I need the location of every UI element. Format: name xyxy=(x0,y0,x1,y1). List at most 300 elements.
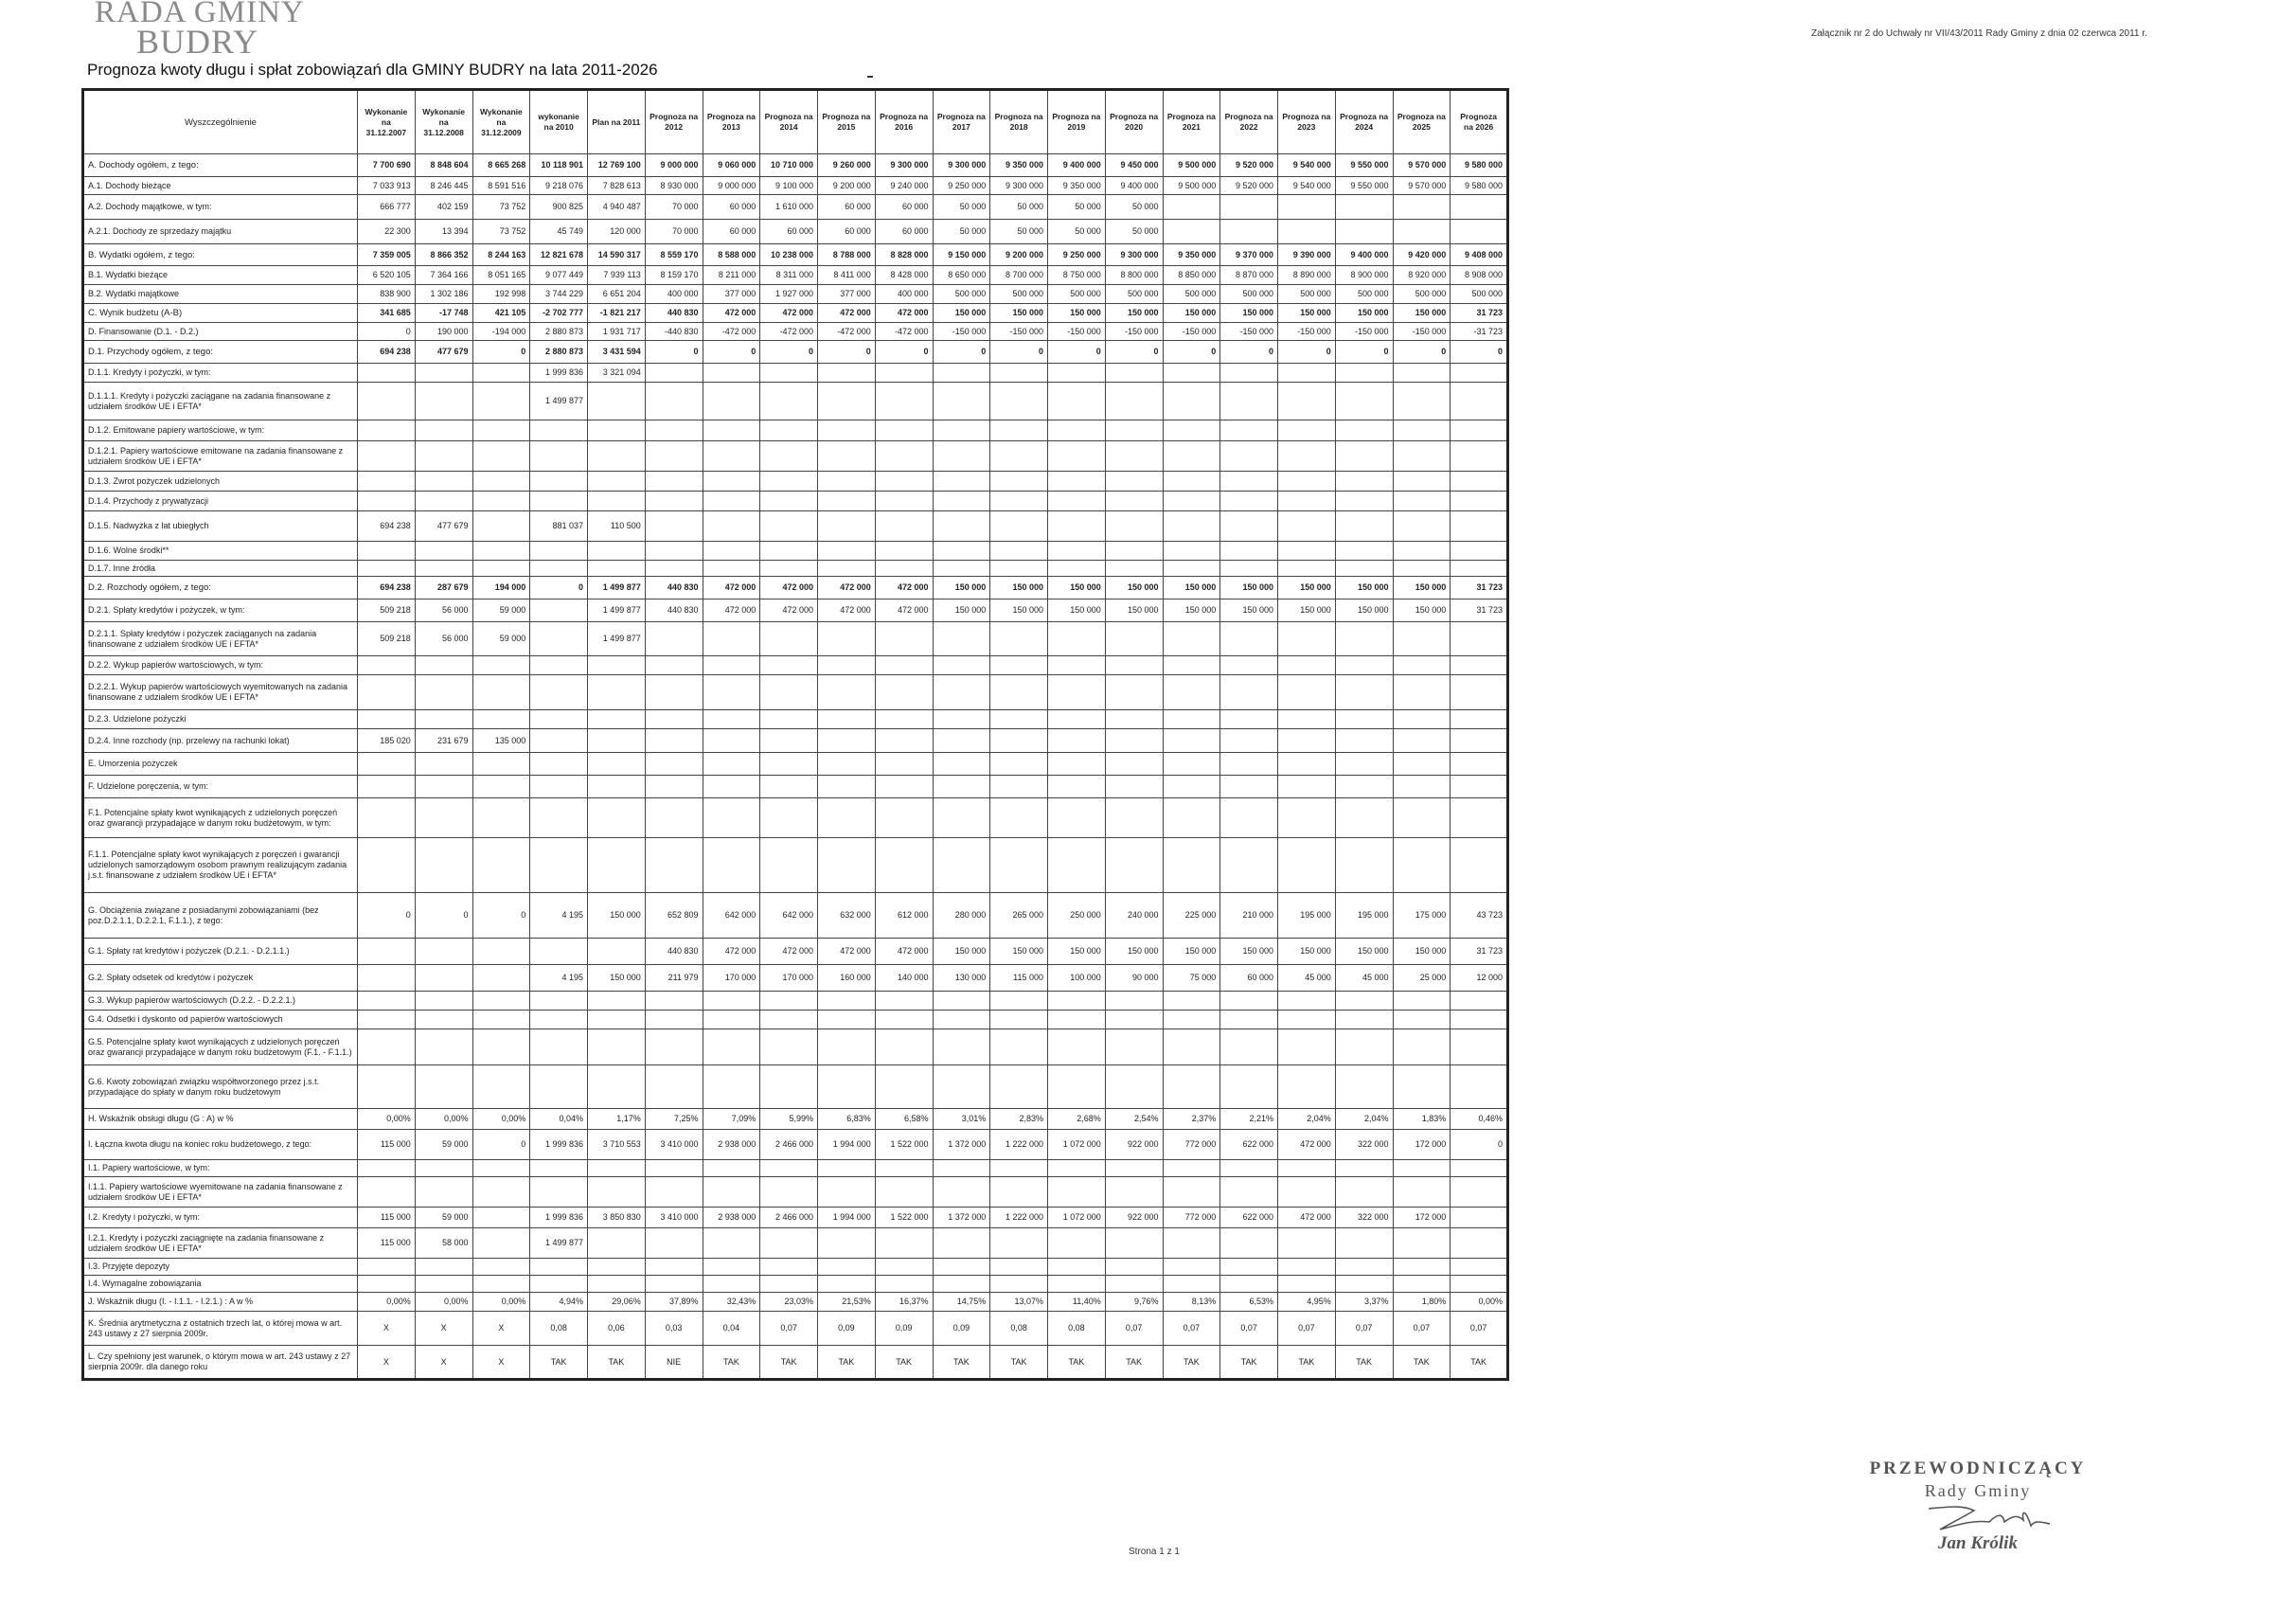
table-cell xyxy=(415,1259,472,1276)
table-cell xyxy=(1278,364,1336,383)
table-cell xyxy=(1105,1029,1163,1065)
table-cell: 195 000 xyxy=(1278,893,1336,939)
table-cell xyxy=(1278,776,1336,798)
signature-block xyxy=(1850,1458,2106,1554)
table-cell xyxy=(530,992,588,1011)
table-cell xyxy=(588,656,646,675)
table-cell xyxy=(415,1177,472,1208)
table-cell xyxy=(1048,729,1106,753)
table-cell xyxy=(1335,511,1393,542)
table-cell: 280 000 xyxy=(933,893,990,939)
table-cell: 9 060 000 xyxy=(703,154,760,177)
table-cell xyxy=(703,1228,760,1259)
table-cell xyxy=(1048,1276,1106,1293)
table-cell xyxy=(1335,441,1393,472)
table-cell xyxy=(1048,1177,1106,1208)
table-cell xyxy=(760,1228,818,1259)
table-cell xyxy=(818,1160,876,1177)
table-cell: 440 830 xyxy=(645,304,703,323)
table-cell xyxy=(760,656,818,675)
table-cell: 2,54% xyxy=(1105,1109,1163,1130)
table-cell: 1 994 000 xyxy=(818,1208,876,1228)
column-header: Prognoza na 2015 xyxy=(818,90,876,154)
row-label: D.2. Rozchody ogółem, z tego: xyxy=(83,577,358,599)
table-cell xyxy=(760,710,818,729)
table-cell: 8 159 170 xyxy=(645,266,703,285)
table-cell xyxy=(875,492,933,511)
table-cell xyxy=(933,561,990,577)
table-cell xyxy=(1105,364,1163,383)
table-row xyxy=(83,939,1508,965)
table-cell xyxy=(1335,622,1393,656)
table-cell xyxy=(1335,561,1393,577)
row-label: G.5. Potencjalne spłaty kwot wynikających z udzielonych poręczeń oraz gwarancji przypadające w danym roku budżetowym (F.1. - F.1.1.) xyxy=(83,1029,358,1065)
table-cell xyxy=(1163,1065,1220,1109)
table-cell xyxy=(990,1228,1048,1259)
table-cell: 1 499 877 xyxy=(588,599,646,622)
table-cell xyxy=(1335,492,1393,511)
table-cell: 150 000 xyxy=(933,577,990,599)
row-label: D.1.3. Zwrot pożyczek udzielonych xyxy=(83,472,358,492)
table-cell xyxy=(1163,220,1220,244)
table-cell: 472 000 xyxy=(703,304,760,323)
row-label: J. Wskaźnik długu (I. - I.1.1. - I.2.1.) : A w % xyxy=(83,1293,358,1312)
table-cell: -150 000 xyxy=(1105,323,1163,341)
table-cell xyxy=(1220,1160,1278,1177)
table-cell: 195 000 xyxy=(1335,893,1393,939)
table-cell xyxy=(358,776,416,798)
table-cell xyxy=(1220,776,1278,798)
table-cell: 150 000 xyxy=(1335,939,1393,965)
table-cell: 1 522 000 xyxy=(875,1208,933,1228)
table-cell: 23,03% xyxy=(760,1293,818,1312)
table-cell: 838 900 xyxy=(358,285,416,304)
table-cell xyxy=(472,1029,530,1065)
table-cell xyxy=(1163,1177,1220,1208)
table-cell xyxy=(1220,441,1278,472)
stray-mark xyxy=(867,76,873,78)
table-cell: 8 920 000 xyxy=(1393,266,1451,285)
table-cell: 922 000 xyxy=(1105,1130,1163,1160)
table-row xyxy=(83,1259,1508,1276)
table-cell: 0,08 xyxy=(1048,1312,1106,1346)
table-cell xyxy=(415,939,472,965)
table-cell: 150 000 xyxy=(1393,599,1451,622)
table-cell xyxy=(588,776,646,798)
table-cell xyxy=(818,1228,876,1259)
table-cell xyxy=(472,492,530,511)
table-cell xyxy=(818,542,876,561)
table-cell: 440 830 xyxy=(645,577,703,599)
table-cell xyxy=(588,1259,646,1276)
column-header: Prognoza na 2025 xyxy=(1393,90,1451,154)
table-cell xyxy=(1278,1011,1336,1029)
table-cell xyxy=(703,729,760,753)
table-cell: 6 651 204 xyxy=(588,285,646,304)
table-cell xyxy=(1163,729,1220,753)
table-row xyxy=(83,1065,1508,1109)
table-cell: 8 788 000 xyxy=(818,244,876,266)
table-cell: 9 200 000 xyxy=(990,244,1048,266)
column-header: Prognoza na 2014 xyxy=(760,90,818,154)
table-cell xyxy=(472,710,530,729)
table-cell xyxy=(415,542,472,561)
table-cell xyxy=(990,838,1048,893)
table-cell xyxy=(588,383,646,420)
table-cell: 130 000 xyxy=(933,965,990,992)
table-cell: -472 000 xyxy=(875,323,933,341)
table-cell xyxy=(1393,838,1451,893)
table-cell xyxy=(1335,420,1393,441)
table-cell xyxy=(472,798,530,838)
column-header: Wykonanie na 31.12.2008 xyxy=(415,90,472,154)
table-cell: 90 000 xyxy=(1105,965,1163,992)
table-cell xyxy=(1163,992,1220,1011)
row-label: D.1.2. Emitowane papiery wartościowe, w tym: xyxy=(83,420,358,441)
table-cell xyxy=(1105,1160,1163,1177)
table-cell: 1 372 000 xyxy=(933,1208,990,1228)
table-cell xyxy=(933,776,990,798)
table-row xyxy=(83,561,1508,577)
table-cell xyxy=(933,710,990,729)
table-cell: 3 410 000 xyxy=(645,1130,703,1160)
table-cell xyxy=(703,383,760,420)
table-cell xyxy=(875,798,933,838)
table-cell: X xyxy=(415,1346,472,1380)
table-cell xyxy=(875,441,933,472)
table-cell xyxy=(818,1011,876,1029)
table-cell xyxy=(703,992,760,1011)
table-cell: 1 072 000 xyxy=(1048,1208,1106,1228)
table-cell xyxy=(875,1160,933,1177)
table-cell xyxy=(472,1208,530,1228)
table-cell xyxy=(358,992,416,1011)
table-cell xyxy=(990,492,1048,511)
table-cell: 6 520 105 xyxy=(358,266,416,285)
table-cell xyxy=(703,1065,760,1109)
debt-forecast-table xyxy=(81,88,1509,1381)
table-cell: 25 000 xyxy=(1393,965,1451,992)
table-cell: 472 000 xyxy=(703,599,760,622)
table-cell: 2,21% xyxy=(1220,1109,1278,1130)
table-cell xyxy=(415,364,472,383)
table-cell: TAK xyxy=(1451,1346,1508,1380)
table-cell xyxy=(1278,511,1336,542)
column-header: Prognoza na 2017 xyxy=(933,90,990,154)
table-cell xyxy=(1105,1065,1163,1109)
table-cell: 694 238 xyxy=(358,577,416,599)
table-cell: 16,37% xyxy=(875,1293,933,1312)
table-cell: -150 000 xyxy=(1163,323,1220,341)
table-cell xyxy=(588,838,646,893)
table-cell xyxy=(1393,542,1451,561)
table-cell xyxy=(1335,364,1393,383)
table-cell: 150 000 xyxy=(1163,304,1220,323)
table-cell: 5,99% xyxy=(760,1109,818,1130)
table-cell xyxy=(933,838,990,893)
table-cell: 3 410 000 xyxy=(645,1208,703,1228)
table-cell: 45 749 xyxy=(530,220,588,244)
table-cell: 170 000 xyxy=(760,965,818,992)
table-cell: 12 769 100 xyxy=(588,154,646,177)
table-cell: 472 000 xyxy=(875,577,933,599)
table-cell: 0,00% xyxy=(1451,1293,1508,1312)
table-row xyxy=(83,195,1508,220)
table-cell: X xyxy=(358,1346,416,1380)
table-cell: 9 400 000 xyxy=(1048,154,1106,177)
table-cell: 0 xyxy=(1048,341,1106,364)
table-cell: 472 000 xyxy=(760,599,818,622)
table-cell xyxy=(358,542,416,561)
table-cell xyxy=(1451,622,1508,656)
table-cell xyxy=(760,622,818,656)
table-cell: TAK xyxy=(1048,1346,1106,1380)
table-cell xyxy=(358,561,416,577)
table-cell: 56 000 xyxy=(415,622,472,656)
table-cell: 150 000 xyxy=(990,599,1048,622)
table-cell xyxy=(703,1011,760,1029)
table-row xyxy=(83,472,1508,492)
table-row xyxy=(83,154,1508,177)
table-cell xyxy=(990,675,1048,710)
table-cell: 0 xyxy=(875,341,933,364)
table-cell xyxy=(818,622,876,656)
table-cell xyxy=(703,561,760,577)
table-cell xyxy=(1220,561,1278,577)
table-cell xyxy=(1393,992,1451,1011)
table-cell xyxy=(1335,798,1393,838)
table-cell: 9 300 000 xyxy=(990,177,1048,195)
table-cell xyxy=(1335,1029,1393,1065)
table-cell: 50 000 xyxy=(1048,220,1106,244)
table-cell: 0,07 xyxy=(1278,1312,1336,1346)
table-cell: 8 246 445 xyxy=(415,177,472,195)
table-cell: 210 000 xyxy=(1220,893,1278,939)
table-cell xyxy=(703,710,760,729)
table-cell: 9 570 000 xyxy=(1393,154,1451,177)
table-cell xyxy=(818,992,876,1011)
table-cell xyxy=(990,798,1048,838)
table-cell: 70 000 xyxy=(645,195,703,220)
table-cell: 150 000 xyxy=(1278,304,1336,323)
table-cell xyxy=(415,441,472,472)
table-cell xyxy=(415,753,472,776)
table-cell xyxy=(1278,542,1336,561)
table-cell: 8 665 268 xyxy=(472,154,530,177)
table-cell xyxy=(645,1228,703,1259)
table-cell xyxy=(1278,1259,1336,1276)
table-cell xyxy=(1048,1011,1106,1029)
table-cell xyxy=(1105,992,1163,1011)
table-cell xyxy=(1163,542,1220,561)
table-cell: 0,46% xyxy=(1451,1109,1508,1130)
table-cell: -472 000 xyxy=(703,323,760,341)
table-cell: 150 000 xyxy=(588,893,646,939)
table-cell: 0 xyxy=(1163,341,1220,364)
table-cell: -150 000 xyxy=(1335,323,1393,341)
table-cell xyxy=(875,472,933,492)
table-cell xyxy=(703,838,760,893)
table-cell xyxy=(990,1029,1048,1065)
table-cell xyxy=(1163,1276,1220,1293)
table-cell xyxy=(1393,492,1451,511)
table-cell xyxy=(1220,420,1278,441)
table-cell: 8 900 000 xyxy=(1335,266,1393,285)
table-cell xyxy=(645,364,703,383)
column-header: Plan na 2011 xyxy=(588,90,646,154)
table-cell xyxy=(875,622,933,656)
table-cell xyxy=(990,992,1048,1011)
table-cell: 225 000 xyxy=(1163,893,1220,939)
table-cell xyxy=(645,1011,703,1029)
table-cell: 1 222 000 xyxy=(990,1130,1048,1160)
table-cell xyxy=(1335,1160,1393,1177)
table-row xyxy=(83,838,1508,893)
attachment-note: Załącznik nr 2 do Uchwały nr VII/43/2011 Rady Gminy z dnia 02 czerwca 2011 r. xyxy=(1811,28,2147,39)
table-cell xyxy=(1335,710,1393,729)
table-cell xyxy=(1335,195,1393,220)
table-cell xyxy=(1220,1228,1278,1259)
table-cell: 322 000 xyxy=(1335,1208,1393,1228)
table-cell: 9 540 000 xyxy=(1278,177,1336,195)
table-cell xyxy=(1393,383,1451,420)
table-cell xyxy=(1335,1065,1393,1109)
table-cell: -150 000 xyxy=(1278,323,1336,341)
table-cell: 2 938 000 xyxy=(703,1208,760,1228)
table-cell xyxy=(530,492,588,511)
table-cell xyxy=(1220,1259,1278,1276)
table-cell: 7,25% xyxy=(645,1109,703,1130)
table-cell xyxy=(1278,441,1336,472)
table-cell xyxy=(933,1177,990,1208)
table-cell: 115 000 xyxy=(990,965,1048,992)
table-cell: 8 870 000 xyxy=(1220,266,1278,285)
table-cell: TAK xyxy=(1220,1346,1278,1380)
table-cell: -1 821 217 xyxy=(588,304,646,323)
table-cell xyxy=(588,1160,646,1177)
table-cell xyxy=(1163,492,1220,511)
table-cell: 0,00% xyxy=(415,1293,472,1312)
table-cell xyxy=(588,675,646,710)
row-label: F. Udzielone poręczenia, w tym: xyxy=(83,776,358,798)
table-cell: TAK xyxy=(818,1346,876,1380)
table-cell xyxy=(1048,364,1106,383)
table-cell xyxy=(1335,1259,1393,1276)
table-cell: 50 000 xyxy=(933,220,990,244)
table-cell xyxy=(530,710,588,729)
table-cell: 11,40% xyxy=(1048,1293,1106,1312)
table-cell: 922 000 xyxy=(1105,1208,1163,1228)
row-label: D.2.3. Udzielone pożyczki xyxy=(83,710,358,729)
table-cell: 31 723 xyxy=(1451,939,1508,965)
table-cell xyxy=(875,1177,933,1208)
table-cell xyxy=(933,1029,990,1065)
table-cell xyxy=(358,939,416,965)
row-label: D.2.1.1. Spłaty kredytów i pożyczek zaciąganych na zadania finansowane z udziałem środków UE i EFTA* xyxy=(83,622,358,656)
table-cell: 9 580 000 xyxy=(1451,154,1508,177)
table-cell: 0,08 xyxy=(530,1312,588,1346)
table-cell: X xyxy=(472,1346,530,1380)
table-cell xyxy=(933,441,990,472)
row-label: D.1. Przychody ogółem, z tego: xyxy=(83,341,358,364)
table-cell: 45 000 xyxy=(1278,965,1336,992)
column-header: Prognoza na 2016 xyxy=(875,90,933,154)
table-cell xyxy=(530,656,588,675)
table-cell xyxy=(1220,838,1278,893)
table-cell: 21,53% xyxy=(818,1293,876,1312)
table-cell xyxy=(1278,1160,1336,1177)
table-cell: 0,07 xyxy=(1393,1312,1451,1346)
table-cell: 2,68% xyxy=(1048,1109,1106,1130)
table-cell xyxy=(472,441,530,472)
table-cell xyxy=(415,965,472,992)
table-cell xyxy=(875,511,933,542)
table-cell xyxy=(1048,1259,1106,1276)
table-cell xyxy=(472,992,530,1011)
table-cell xyxy=(1278,656,1336,675)
table-cell: 60 000 xyxy=(818,220,876,244)
table-cell xyxy=(760,492,818,511)
table-cell xyxy=(645,441,703,472)
handwritten-signature xyxy=(1850,1501,2106,1533)
table-cell: 9 570 000 xyxy=(1393,177,1451,195)
table-cell: 4,94% xyxy=(530,1293,588,1312)
table-cell xyxy=(530,776,588,798)
table-cell xyxy=(1451,1177,1508,1208)
table-cell xyxy=(1335,776,1393,798)
table-cell: 150 000 xyxy=(990,304,1048,323)
table-cell xyxy=(1105,622,1163,656)
table-row xyxy=(83,304,1508,323)
table-cell xyxy=(875,1276,933,1293)
table-cell xyxy=(415,492,472,511)
table-cell: 0,00% xyxy=(358,1293,416,1312)
table-cell xyxy=(1393,729,1451,753)
table-cell xyxy=(1278,492,1336,511)
table-cell: 3,37% xyxy=(1335,1293,1393,1312)
table-cell xyxy=(588,753,646,776)
table-cell xyxy=(990,622,1048,656)
table-cell xyxy=(1105,542,1163,561)
table-cell: 9 300 000 xyxy=(875,154,933,177)
table-cell xyxy=(415,838,472,893)
table-cell: 0 xyxy=(933,341,990,364)
table-cell xyxy=(645,1259,703,1276)
row-label: A.2.1. Dochody ze sprzedaży majątku xyxy=(83,220,358,244)
table-cell xyxy=(818,753,876,776)
table-cell xyxy=(1048,776,1106,798)
table-cell xyxy=(1393,656,1451,675)
table-cell: 31 723 xyxy=(1451,304,1508,323)
table-cell xyxy=(1278,992,1336,1011)
table-cell: 622 000 xyxy=(1220,1208,1278,1228)
table-cell xyxy=(1048,622,1106,656)
row-label: A.1. Dochody bieżące xyxy=(83,177,358,195)
table-cell xyxy=(415,1160,472,1177)
table-cell: 1 931 717 xyxy=(588,323,646,341)
table-cell xyxy=(760,1160,818,1177)
table-cell: 50 000 xyxy=(1105,220,1163,244)
table-cell xyxy=(1451,542,1508,561)
table-cell: 8 591 516 xyxy=(472,177,530,195)
table-cell: 0 xyxy=(358,893,416,939)
table-cell xyxy=(760,511,818,542)
table-cell: 500 000 xyxy=(990,285,1048,304)
table-cell: 231 679 xyxy=(415,729,472,753)
table-cell xyxy=(1335,838,1393,893)
table-cell xyxy=(703,364,760,383)
table-cell xyxy=(1048,675,1106,710)
